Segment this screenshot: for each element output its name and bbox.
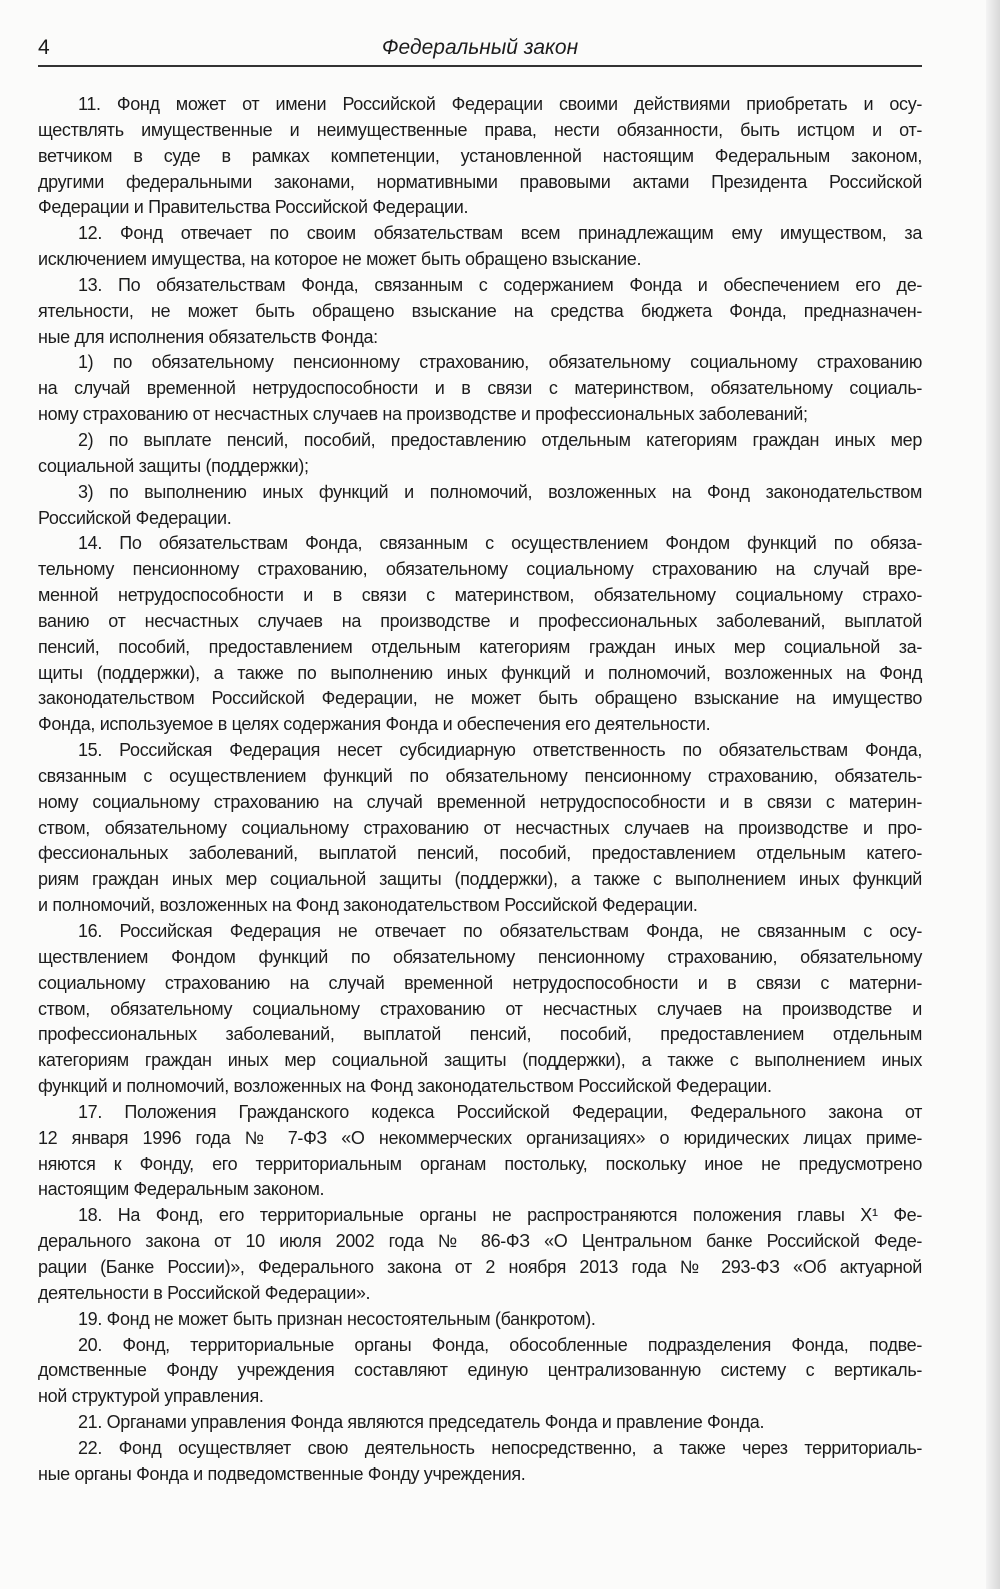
paragraph bbox=[38, 273, 922, 351]
text-line: и полномочий, возложенных на Фонд законодательством Российской Федерации. bbox=[38, 895, 698, 916]
text-line: 15. Российская Федерация несет субсидиарную ответственность по обязательствам Фонда, bbox=[78, 740, 922, 761]
text-line: 13. По обязательствам Фонда, связанным с содержанием Фонда и обеспечением его де- bbox=[78, 274, 922, 295]
text-line: 20. Фонд, территориальные органы Фонда, обособленные подразделения Фонда, подве- bbox=[78, 1334, 922, 1355]
paragraph bbox=[38, 480, 922, 532]
text-line: няются к Фонду, его территориальным органам постольку, поскольку иное не предусмотрено bbox=[38, 1153, 922, 1174]
paragraph bbox=[38, 1100, 922, 1203]
paragraph bbox=[38, 92, 922, 221]
text-line: 22. Фонд осуществляет свою деятельность непосредственно, а также через территориаль- bbox=[78, 1437, 922, 1458]
text-line: 21. Органами управления Фонда являются председатель Фонда и правление Фонда. bbox=[78, 1412, 765, 1433]
text-line: 17. Положения Гражданского кодекса Российской Федерации, Федерального закона от bbox=[78, 1101, 922, 1122]
paragraph bbox=[38, 919, 922, 1100]
text-line: законодательством Российской Федерации, не может быть обращено взыскание на имущество bbox=[38, 688, 922, 709]
text-line: тельному пенсионному страхованию, обязательному социальному страхованию на случай вре- bbox=[38, 559, 922, 580]
text-line: профессиональных заболеваний, выплатой пенсий, пособий, предоставлением отдельным bbox=[38, 1024, 922, 1045]
text-line: ной структурой управления. bbox=[38, 1386, 264, 1407]
paragraph bbox=[38, 1410, 922, 1436]
text-line: связанным с осуществлением функций по обязательному пенсионному страхованию, обязатель- bbox=[38, 765, 922, 786]
text-line: функций и полномочий, возложенных на Фонд законодательством Российской Федерации. bbox=[38, 1076, 772, 1097]
text-line: деятельности в Российской Федерации». bbox=[38, 1282, 371, 1303]
page-number: 4 bbox=[38, 36, 50, 59]
text-line: 16. Российская Федерация не отвечает по обязательствам Фонда, не связанным с осу- bbox=[78, 921, 922, 941]
text-line: социальному страхованию на случай временной нетрудоспособности и в связи с матерни- bbox=[38, 972, 922, 993]
paragraph bbox=[38, 1203, 922, 1306]
text-line: фессиональных заболеваний, выплатой пенсий, пособий, предоставлением отдельным катего- bbox=[38, 843, 922, 864]
text-line: 18. На Фонд, его территориальные органы не распространяются положения главы X¹ Фе- bbox=[78, 1205, 922, 1226]
text-line: 2) по выплате пенсий, пособий, предоставлению отдельным категориям граждан иных мер bbox=[78, 429, 922, 450]
text-line: другими федеральными законами, нормативными правовыми актами Президента Российской bbox=[38, 171, 922, 192]
text-line: Фонда, используемое в целях содержания Фонда и обеспечения его деятельности. bbox=[38, 714, 711, 735]
text-line: 1) по обязательному пенсионному страхованию, обязательному социальному страхованию bbox=[78, 352, 922, 373]
paragraph bbox=[38, 1436, 922, 1488]
paragraph bbox=[38, 1333, 922, 1411]
text-line: риям граждан иных мер социальной защиты (поддержки), а также с выполнением иных функций bbox=[38, 869, 922, 890]
text-line: ветчиком в суде в рамках компетенции, установленной настоящим Федеральным законом, bbox=[38, 145, 922, 166]
text-line: настоящим Федеральным законом. bbox=[38, 1179, 325, 1200]
text-line: ством, обязательному социальному страхованию от несчастных случаев на производстве и bbox=[38, 998, 922, 1019]
paragraph bbox=[38, 428, 922, 480]
text-line: 12 января 1996 года № 7-ФЗ «О некоммерческих организациях» о юридических лицах приме- bbox=[38, 1127, 922, 1148]
text-line: ществлением Фондом функций по обязательному пенсионному страхованию, обязательному bbox=[38, 946, 922, 967]
paragraph bbox=[38, 221, 922, 273]
text-line: щиты (поддержки), а также по выполнению иных функций и полномочий, возложенных на Фонд bbox=[38, 662, 922, 683]
paragraph bbox=[38, 350, 922, 428]
text-line: ному социальному страхованию на случай временной нетрудоспособности и в связи с материн- bbox=[38, 791, 922, 812]
text-line: 12. Фонд отвечает по своим обязательствам всем принадлежащим ему имуществом, за bbox=[78, 223, 922, 244]
text-line: 19. Фонд не может быть признан несостоятельным (банкротом). bbox=[78, 1308, 596, 1329]
scan-edge-shadow bbox=[986, 0, 1000, 1589]
running-title: Федеральный закон bbox=[381, 36, 579, 59]
text-line: ному страхованию от несчастных случаев на производстве и профессиональных заболеваний; bbox=[38, 404, 808, 425]
text-line: на случай временной нетрудоспособности и в связи с материнством, обязательному социаль- bbox=[38, 378, 922, 399]
text-line: ством, обязательному социальному страхованию от несчастных случаев на производстве и про- bbox=[38, 817, 922, 838]
text-line: пенсий, пособий, предоставлением отдельным категориям граждан иных мер социальной за- bbox=[38, 636, 922, 657]
paragraph bbox=[38, 738, 922, 919]
text-line: категориям граждан иных мер социальной защиты (поддержки), а также с выполнением иных bbox=[38, 1050, 922, 1071]
text-line: домственные Фонду учреждения составляют единую централизованную систему с вертикаль- bbox=[38, 1360, 922, 1381]
text-line: Федерации и Правительства Российской Федерации. bbox=[38, 197, 469, 218]
document-body bbox=[38, 92, 922, 1488]
paragraph bbox=[38, 1307, 922, 1333]
text-line: исключением имущества, на которое не может быть обращено взыскание. bbox=[38, 249, 642, 270]
text-line: 11. Фонд может от имени Российской Федерации своими действиями приобретать и осу- bbox=[78, 94, 922, 114]
text-line: ванию от несчастных случаев на производстве и профессиональных заболеваний, выплатой bbox=[38, 610, 922, 631]
text-line: социальной защиты (поддержки); bbox=[38, 455, 309, 476]
paragraph bbox=[38, 531, 922, 738]
text-line: 3) по выполнению иных функций и полномочий, возложенных на Фонд законодательством bbox=[78, 481, 922, 502]
text-line: менной нетрудоспособности и в связи с материнством, обязательному социальному страхо- bbox=[38, 585, 922, 606]
text-line: дерального закона от 10 июля 2002 года № 86-ФЗ «О Центральном банке Российской Феде- bbox=[38, 1231, 922, 1252]
text-line: ществлять имущественные и неимущественные права, нести обязанности, быть истцом и от- bbox=[38, 119, 922, 140]
text-line: ные для исполнения обязательств Фонда: bbox=[38, 326, 378, 347]
text-line: ные органы Фонда и подведомственные Фонду учреждения. bbox=[38, 1463, 526, 1484]
text-line: Российской Федерации. bbox=[38, 507, 232, 528]
text-line: ятельности, не может быть обращено взыскание на средства бюджета Фонда, предназначен- bbox=[38, 300, 922, 321]
header-rule bbox=[38, 65, 922, 67]
text-line: 14. По обязательствам Фонда, связанным с осуществлением Фондом функций по обяза- bbox=[78, 533, 922, 554]
text-line: рации (Банке России)», Федерального закона от 2 ноября 2013 года № 293-ФЗ «Об актуарной bbox=[38, 1256, 922, 1277]
